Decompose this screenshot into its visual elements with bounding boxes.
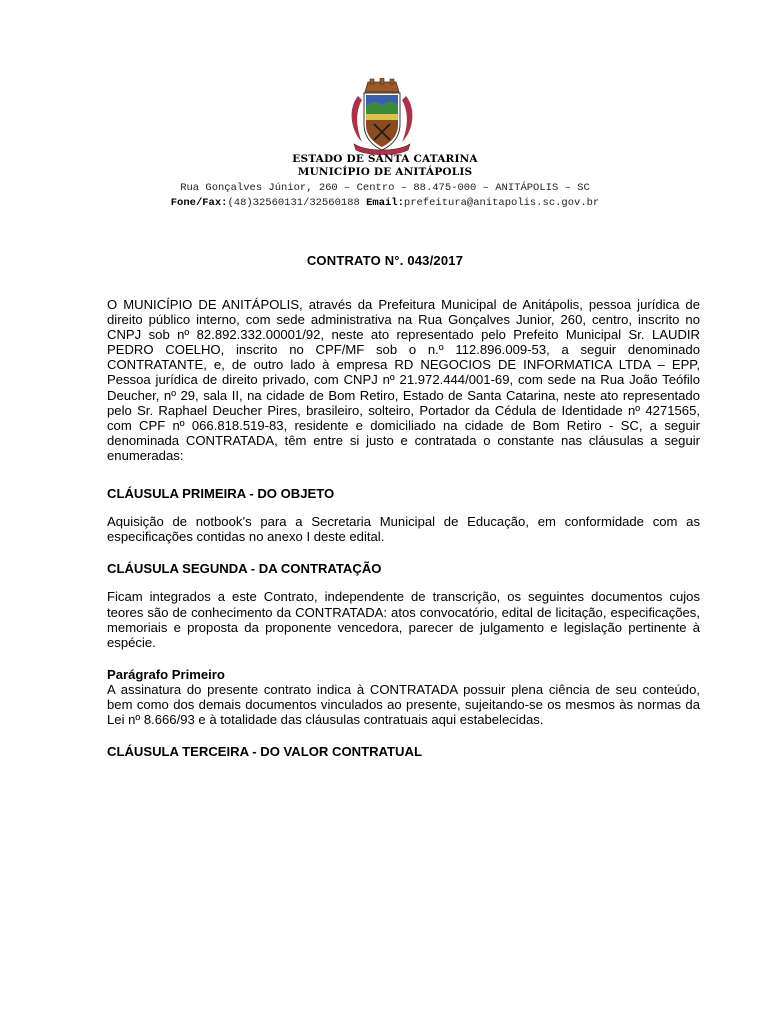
email-label: Email:: [366, 197, 404, 209]
paragraph-1-text: A assinatura do presente contrato indica à CONTRATADA possuir plena ciência de seu conteúdo, bem como dos demais documentos vinculados ao presente, sujeitando-se os mesmos às normas da Lei nº 8.666/93 e à totalidade das cláusulas contratuais aqui estabelecidas.: [107, 681, 700, 728]
paragraph-1-heading: Parágrafo Primeiro: [107, 666, 225, 682]
letterhead: [0, 153, 770, 211]
clause-3-heading: CLÁUSULA TERCEIRA - DO VALOR CONTRATUAL: [107, 744, 422, 760]
clause-1-text: Aquisição de notbook’s para a Secretaria Municipal de Educação, em conformidade com as especificações contidas no anexo I deste edital.: [107, 514, 700, 545]
contract-body: [107, 297, 700, 772]
contact-line: [0, 196, 770, 211]
municipal-coat-of-arms-logo: [346, 78, 418, 158]
clause-2-heading: CLÁUSULA SEGUNDA - DA CONTRATAÇÃO: [107, 561, 382, 577]
clause-1-heading: CLÁUSULA PRIMEIRA - DO OBJETO: [107, 486, 335, 502]
municipality-name: MUNICÍPIO DE ANITÁPOLIS: [297, 166, 473, 178]
contract-title: CONTRATO N°. 043/2017: [306, 253, 464, 268]
state-name: ESTADO DE SANTA CATARINA: [292, 153, 478, 165]
clause-2-text: Ficam integrados a este Contrato, independente de transcrição, os seguintes documentos cujos teores são de conhecimento da CONTRATADA: atos convocatório, edital de licitação, especificações, memoriais e proposta da proponente vencedora, parecer de julgamento e legislação pertinente à espécie.: [107, 589, 700, 650]
intro-paragraph: O MUNICÍPIO DE ANITÁPOLIS, através da Prefeitura Municipal de Anitápolis, pessoa jurídica de direito público interno, com sede administrativa na Rua Gonçalves Junior, 260, centro, inscrito no CNPJ sob nº 82.892.332.00001/92, neste ato representado pelo Prefeito Municipal Sr. LAUDIR PEDRO COELHO, inscrito no CPF/MF sob o n.º 112.896.009-53, a seguir denominado CONTRATANTE, e, de outro lado à empresa RD NEGOCIOS DE INFORMATICA LTDA – EPP, Pessoa jurídica de direito privado, com CNPJ nº 21.972.444/001-69, com sede na Rua João Teófilo Deucher, nº 29, sala II, na cidade de Bom Retiro, Estado de Santa Catarina, neste ato representado pelo Sr. Raphael Deucher Pires, brasileiro, solteiro, Portador da Cédula de Identidade nº 4271565, com CPF nº 066.818.519-83, residente e domiciliado na cidade de Bom Retiro - SC, a seguir denominada CONTRATADA, têm entre si justo e contratada o constante nas cláusulas a seguir enumeradas:: [107, 297, 700, 463]
email-value: prefeitura@anitapolis.sc.gov.br: [403, 197, 600, 209]
phone-value: (48)32560131/32560188: [227, 197, 367, 209]
municipality-address: Rua Gonçalves Júnior, 260 – Centro – 88.475-000 – ANITÁPOLIS – SC: [180, 182, 590, 194]
phone-label: Fone/Fax:: [170, 197, 228, 209]
